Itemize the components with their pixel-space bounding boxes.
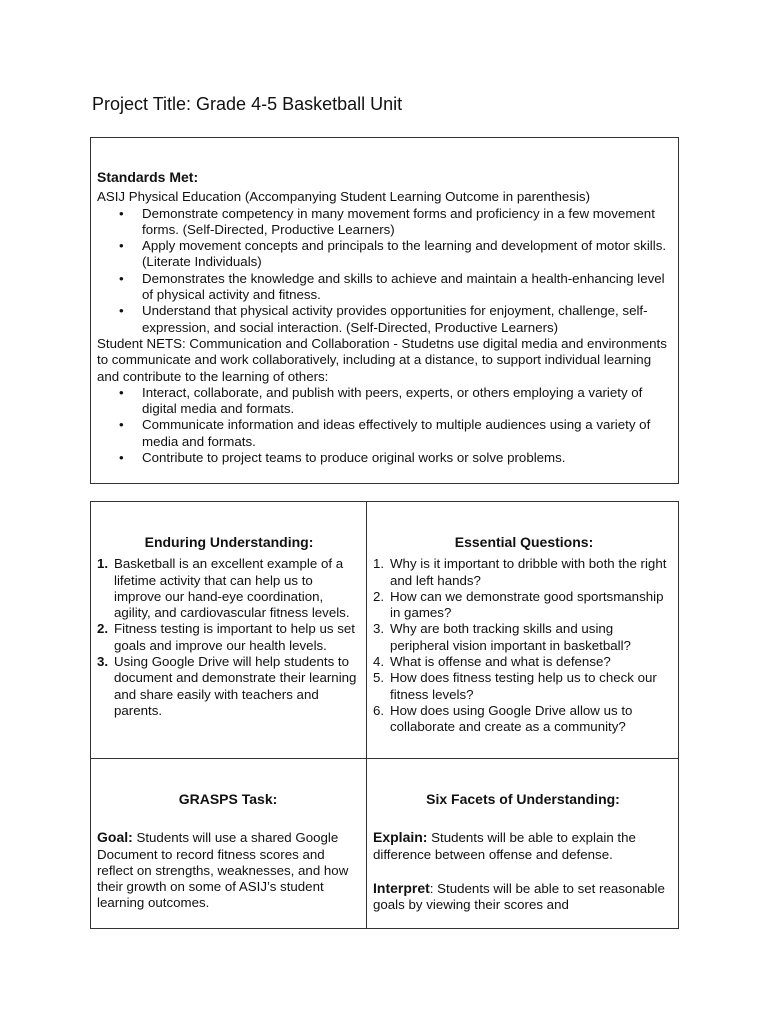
essential-cell [373, 534, 675, 736]
grasps-goal [97, 829, 359, 911]
nets-intro: Student NETS: Communication and Collaboration - Studetns use digital media and environments to communicate and work collaboratively, including at a distance, to support individual learning and contribute to the learning of others: [97, 335, 667, 384]
grasps-cell [97, 791, 359, 912]
facets-cell [373, 791, 673, 913]
standards-box [90, 137, 679, 484]
list-item: 2. How can we demonstrate good sportsmanship in games? [373, 588, 664, 621]
enduring-heading: Enduring Understanding: [144, 534, 314, 550]
page-title: Project Title: Grade 4-5 Basketball Unit [92, 94, 403, 114]
understanding-table [90, 501, 679, 929]
list-item: 1. Why is it important to dribble with both the right and left hands? [373, 556, 667, 588]
list-item: • Communicate information and ideas effectively to multiple audiences using a variety of media and formats. [97, 417, 672, 450]
list-item: 3. Why are both tracking skills and using peripheral vision important in basketball? [373, 621, 631, 653]
list-item: • Apply movement concepts and principals to the learning and development of motor skills. (Literate Individuals) [97, 238, 672, 271]
list-item: • Contribute to project teams to produce original works or solve problems. [97, 450, 672, 466]
asij-intro: ASIJ Physical Education (Accompanying Student Learning Outcome in parenthesis) [97, 189, 590, 205]
list-item: 2. Fitness testing is important to help us set goals and improve our health levels. [97, 621, 355, 653]
list-item: • Interact, collaborate, and publish with peers, experts, or others employing a variety of digital media and formats. [97, 385, 672, 418]
list-item: 6. How does using Google Drive allow us to collaborate and create as a community? [373, 702, 633, 735]
goal-label: Goal: [97, 829, 133, 846]
list-item: 3. Using Google Drive will help students to document and demonstrate their learning and share easily with teachers and parents. [97, 654, 357, 718]
list-item: • Demonstrate competency in many movement forms and proficiency in a few movement forms. (Self-Directed, Productive Learners) [97, 206, 672, 239]
asij-list [97, 206, 672, 336]
column-divider [366, 502, 367, 928]
enduring-cell [97, 534, 361, 719]
interpret-label: Interpret [373, 879, 430, 896]
row-divider [91, 758, 678, 759]
essential-heading: Essential Questions: [454, 534, 594, 550]
explain-text: Students will be able to explain the difference between offense and defense. [373, 830, 636, 862]
list-item: • Understand that physical activity provides opportunities for enjoyment, challenge, self-expression, and social interaction. (Self-Directed, Productive Learners) [97, 303, 672, 336]
explain-label: Explain: [373, 829, 428, 846]
nets-list [97, 385, 672, 466]
facet-explain [373, 829, 673, 863]
grasps-heading: GRASPS Task: [178, 791, 278, 807]
standards-heading: Standards Met: [97, 169, 199, 185]
list-item: 1. Basketball is an excellent example of a lifetime activity that can help us to improve our hand-eye coordination, agility, and cardiovascular fitness levels. [97, 556, 350, 621]
facets-heading: Six Facets of Understanding: [426, 791, 620, 807]
list-item: 5. How does fitness testing help us to check our fitness levels? [373, 670, 657, 702]
list-item: • Demonstrates the knowledge and skills to achieve and maintain a health-enhancing level of physical activity and fitness. [97, 271, 672, 304]
goal-text: Students will use a shared Google Document to record fitness scores and reflect on strengths, weaknesses, and how their growth on some of ASIJ’s student learning outcomes. [97, 830, 349, 911]
interpret-text: : Students will be able to set reasonable goals by viewing their scores and [373, 880, 665, 913]
list-item: 4. What is offense and what is defense? [373, 654, 611, 670]
essential-list [373, 556, 675, 735]
enduring-list [97, 556, 361, 719]
facet-interpret [373, 880, 673, 914]
